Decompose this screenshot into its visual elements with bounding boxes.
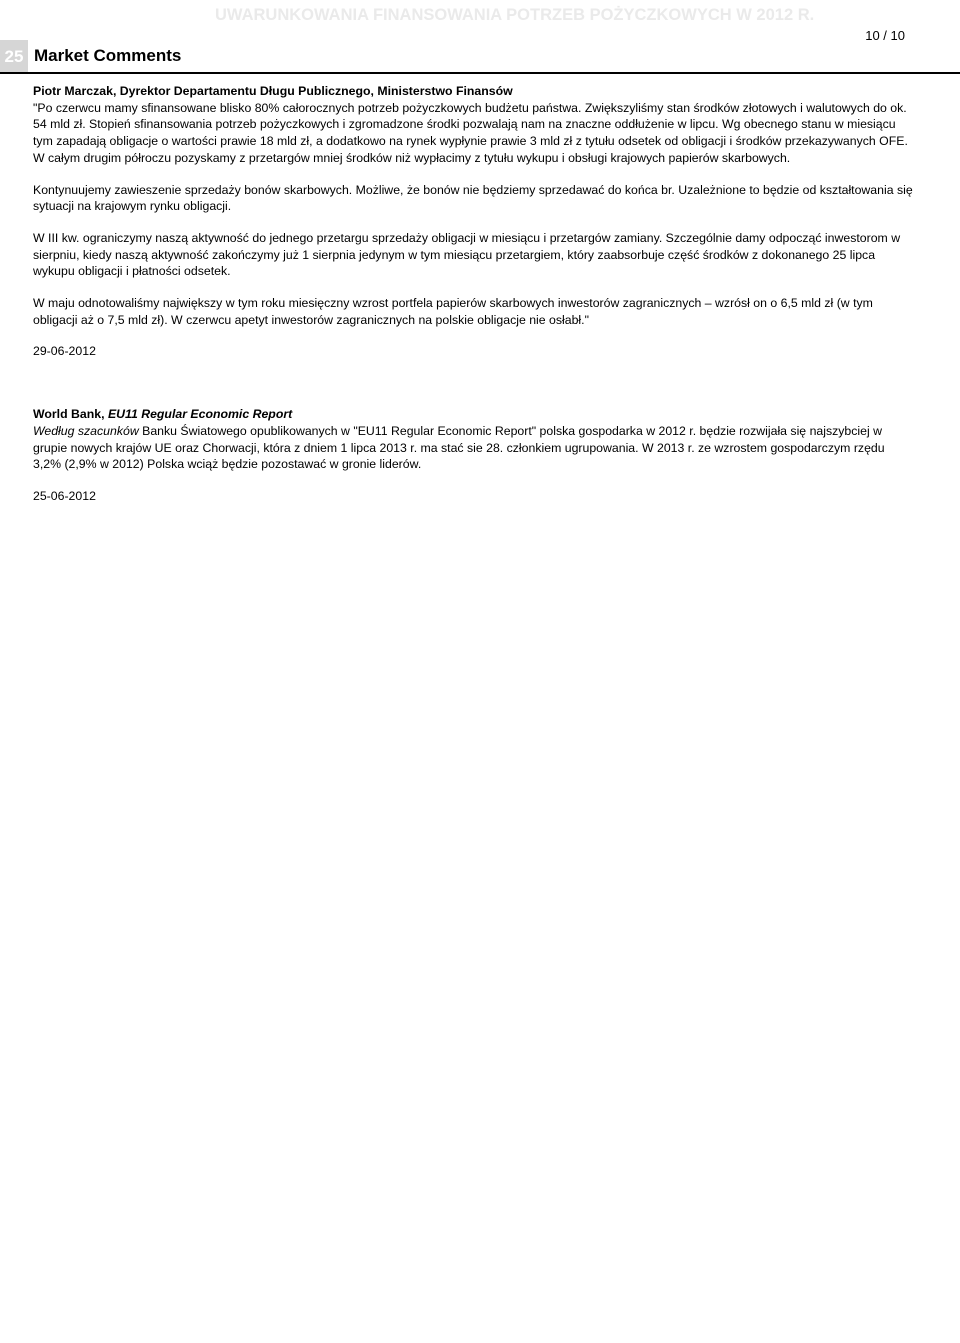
comment-date: 25-06-2012 [33, 488, 96, 503]
comment-text: Banku Światowego opublikowanych w "EU11 Regular Economic Report" polska gospodarka w 2012 r. będzie rozwijała się najszybciej w grupie nowych krajów UE oraz Chorwacji, która z dniem 1 lipca 2013 r. ma stać sie 28. członkiem ugrupowania. W 2013 r. ze wzrostem gospodarczym rzędu 3,2% (2,9% w 2012) Polska wciąż będzie pozostawać w gronie liderów. [33, 423, 885, 472]
section-number: 25 [0, 40, 28, 74]
section-title: Market Comments [34, 46, 182, 65]
comment-paragraph: W maju odnotowaliśmy największy w tym roku miesięczny wzrost portfela papierów skarbowych inwestorów zagranicznych – wzrósł on o 6,5 mld zł (w tym obligacji aż o 7,5 mld zł). W czerwcu apetyt inwestorów zagranicznych na polskie obligacje nie osłabł." [33, 296, 873, 327]
page-header [0, 0, 960, 74]
comment-author [33, 406, 913, 423]
comment-paragraph: Kontynuujemy zawieszenie sprzedaży bonów skarbowych. Możliwe, że bonów nie będziemy sprzedawać do końca br. Uzależnione to będzie od kształtowania się sytuacji na krajowym rynku obligacji. [33, 182, 913, 214]
comment-report-title: EU11 Regular Economic Report [107, 407, 293, 422]
comment-italic-lead: Według szacunków [33, 423, 139, 438]
paragraph-gap [33, 215, 913, 230]
comments-body [33, 83, 913, 505]
header-divider [0, 72, 960, 74]
paragraph-gap [33, 328, 913, 343]
comment-paragraph [33, 423, 913, 473]
comment-author: Piotr Marczak, Dyrektor Departamentu Długu Publicznego, Ministerstwo Finansów [33, 84, 513, 98]
paragraph-gap [33, 473, 913, 488]
header-band [0, 0, 960, 30]
document-title: UWARUNKOWANIA FINANSOWANIA POTRZEB POŻYCZKOWYCH W 2012 R. [215, 6, 815, 24]
paragraph-gap [33, 167, 913, 182]
comment-date: 29-06-2012 [33, 344, 96, 359]
comment-separator [33, 360, 913, 406]
page-number: 10 / 10 [865, 28, 905, 43]
comment-paragraph: W III kw. ograniczymy naszą aktywność do jednego przetargu sprzedaży obligacji w miesiącu i przetargów zamiany. Szczególnie damy odpocząć inwestorom w sierpniu, kiedy naszą aktywność zakończymy już 1 sierpnia jedynym w tym miesiącu przetargiem, który zaabsorbuje część środków z dokonanego 25 lipca wykupu obligacji i płatności odsetek. [33, 230, 901, 279]
paragraph-gap [33, 280, 913, 295]
comment-author-name: World Bank, [33, 407, 108, 422]
comment-paragraph: "Po czerwcu mamy sfinansowane blisko 80% całorocznych potrzeb pożyczkowych budżetu państwa. Zwiększyliśmy stan środków złotowych i walutowych do ok. 54 mld zł. Stopień sfinansowania potrzeb pożyczkowych i zgromadzone środki pozwalają nam na znaczne oddłużenie w lipcu. Wg obecnego stanu w miesiącu tym zapadają obligacje o wartości prawie 18 mld zł, a dodatkowo na rynek wypłynie prawie 3 mld zł z tytułu odsetek od obligacji i środków przekazywanych OFE. W całym drugim półroczu pozyskamy z przetargów mniej środków niż wypłacimy z tytułu wykupu i obsługi krajowych papierów skarbowych. [33, 100, 908, 165]
